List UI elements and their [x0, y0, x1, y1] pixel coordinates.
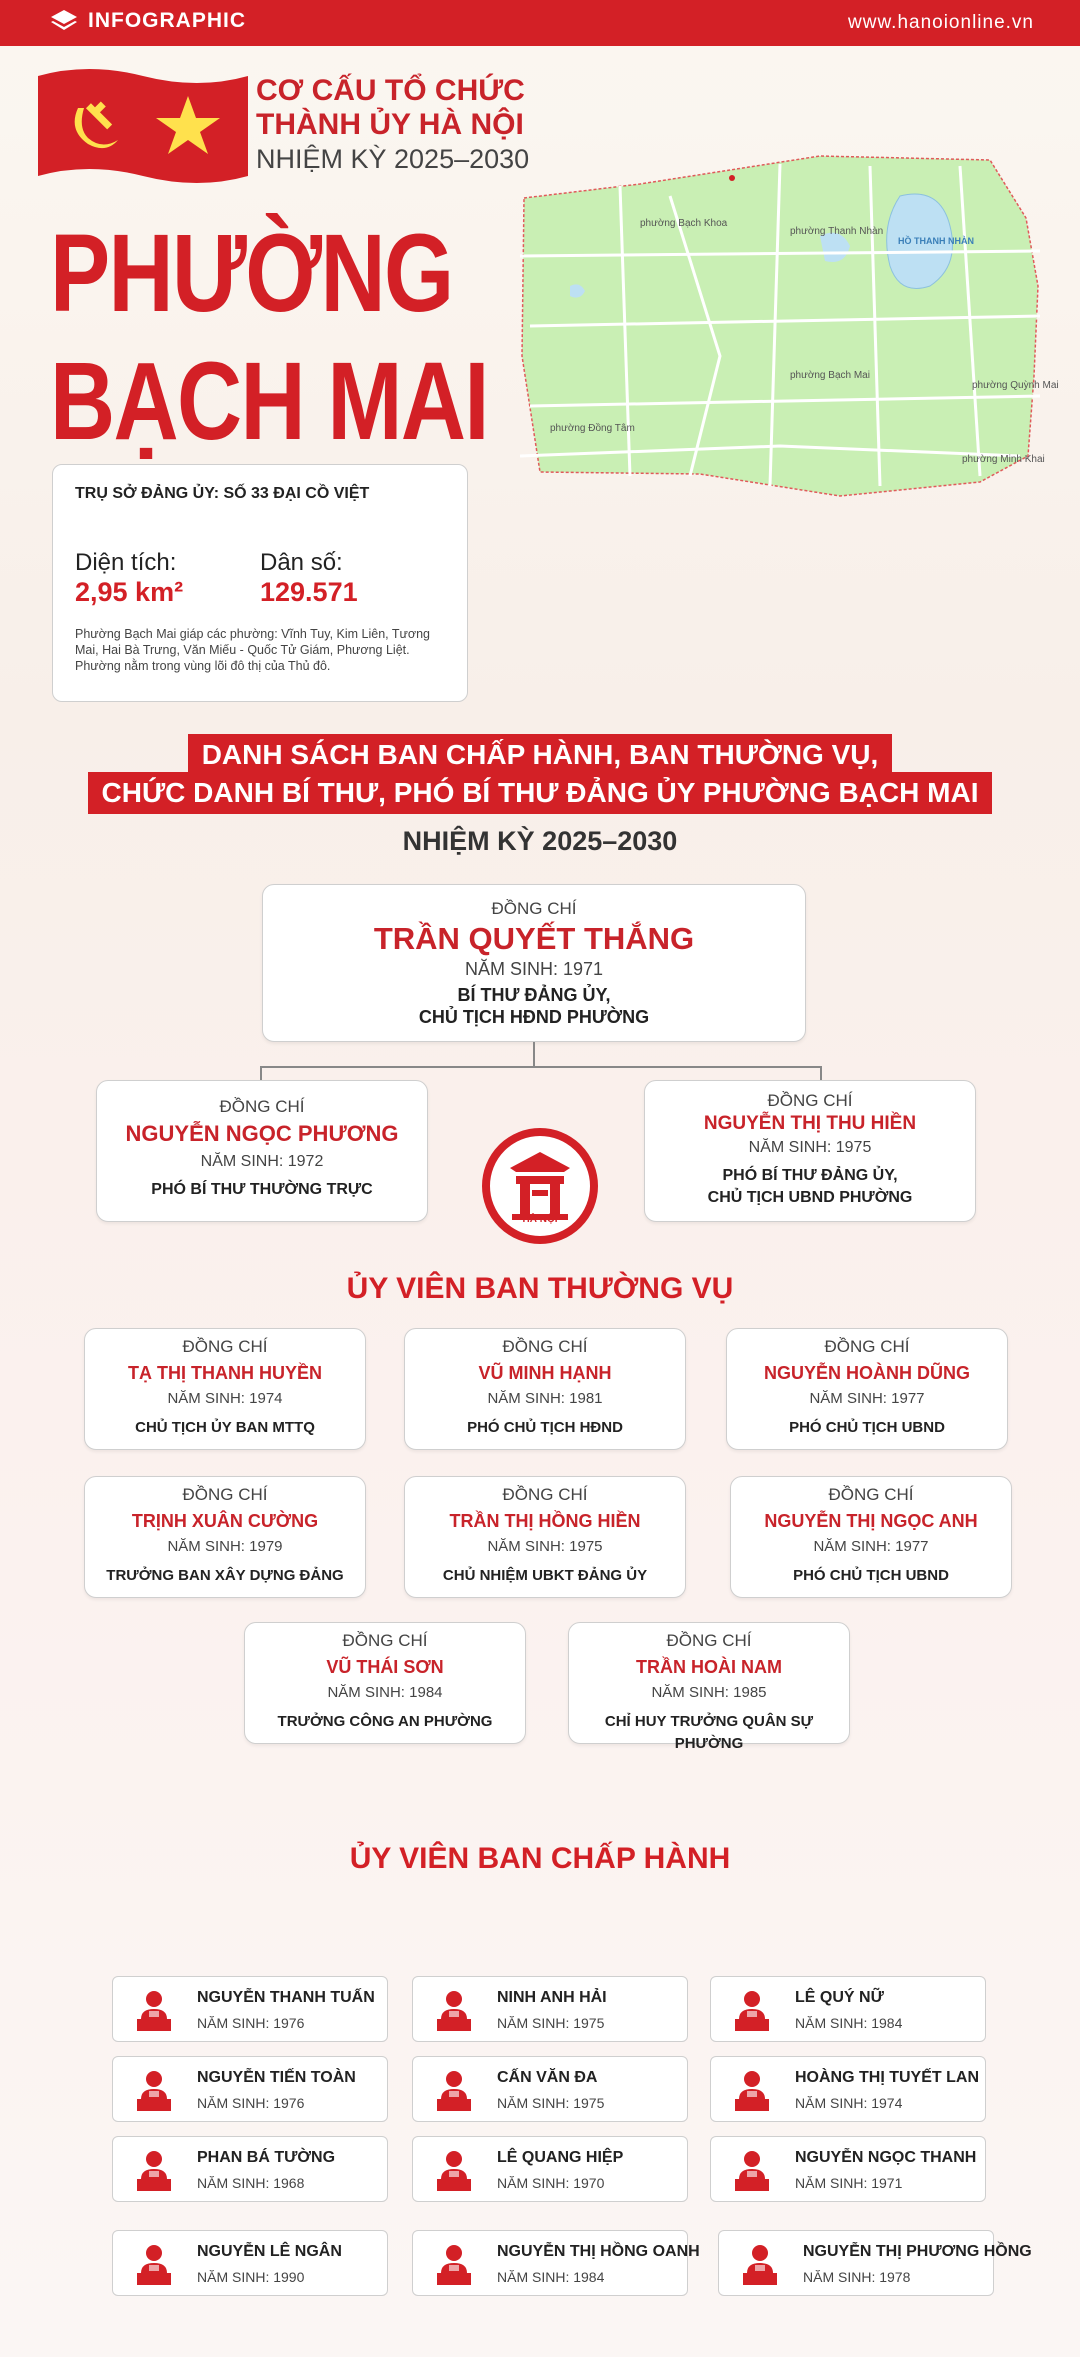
leader-name: TRẦN QUYẾT THẮNG: [373, 921, 695, 956]
standing-member-card: [568, 1622, 850, 1752]
member-role: PHÓ CHỦ TỊCH UBND: [789, 1419, 945, 1436]
member-year: NĂM SINH: 1978: [803, 2269, 911, 2285]
banner-line1-wrap: [0, 734, 1080, 776]
deputy1-card: [96, 1080, 428, 1222]
header-text: [256, 74, 529, 176]
deputy2-card: [644, 1080, 976, 1222]
member-year: NĂM SINH: 1985: [651, 1684, 767, 1701]
banner-line2-wrap: [0, 772, 1080, 814]
leader-role1: BÍ THƯ ĐẢNG ỦY,: [457, 985, 611, 1005]
exec-member-card: [718, 2230, 1032, 2296]
member-name: NGUYỄN THỊ HỒNG OANH: [497, 2243, 700, 2260]
person-podium-icon: [731, 2149, 773, 2193]
member-name: NGUYỄN HOÀNH DŨNG: [763, 1363, 970, 1383]
population-stat: [260, 549, 445, 608]
deputy1-year: NĂM SINH: 1972: [200, 1153, 324, 1170]
member-honorific: ĐỒNG CHÍ: [502, 1337, 588, 1356]
member-honorific: ĐỒNG CHÍ: [502, 1485, 588, 1504]
ward-title: [50, 210, 488, 466]
map-label-bach-mai: phường Bạch Mai: [790, 370, 870, 381]
connector: [533, 1042, 535, 1068]
member-name: TRỊNH XUÂN CƯỜNG: [131, 1511, 319, 1531]
member-year: NĂM SINH: 1971: [795, 2175, 903, 2191]
connector: [260, 1066, 822, 1068]
exec-member-card: [412, 1976, 688, 2042]
connector: [260, 1066, 262, 1080]
member-name: VŨ THÁI SƠN: [326, 1657, 444, 1677]
member-year: NĂM SINH: 1984: [795, 2015, 903, 2031]
exec-member-card: [710, 2136, 986, 2202]
layers-icon: [50, 9, 78, 33]
exec-member-card: [412, 2056, 688, 2122]
top-bar: [0, 0, 1080, 46]
member-name: TRẦN HOÀI NAM: [636, 1657, 782, 1677]
exec-member-card: [412, 2136, 688, 2202]
exec-title: ỦY VIÊN BAN CHẤP HÀNH: [349, 1842, 731, 1875]
ward-title-line1: PHƯỜNG: [50, 212, 453, 335]
member-year: NĂM SINH: 1975: [497, 2015, 605, 2031]
map-label-bach-khoa: phường Bạch Khoa: [640, 218, 728, 229]
member-role: PHÓ CHỦ TỊCH UBND: [793, 1567, 949, 1584]
member-role: CHỦ TỊCH ỦY BAN MTTQ: [135, 1419, 315, 1436]
member-year: NĂM SINH: 1984: [327, 1684, 443, 1701]
person-podium-icon: [133, 2243, 175, 2287]
member-role: PHÓ CHỦ TỊCH HĐND: [467, 1419, 623, 1436]
standing-member-card: [404, 1328, 686, 1450]
member-honorific: ĐỒNG CHÍ: [824, 1337, 910, 1356]
population-label: Dân số:: [260, 549, 343, 576]
person-podium-icon: [433, 2069, 475, 2113]
member-name: NGUYỄN THANH TUẤN: [197, 1989, 375, 2006]
exec-member-card: [112, 2230, 388, 2296]
site-url[interactable]: www.hanoionline.vn: [848, 12, 1034, 33]
deputy2-role2: CHỦ TỊCH UBND PHƯỜNG: [707, 1189, 913, 1206]
member-year: NĂM SINH: 1974: [167, 1390, 283, 1407]
member-name: LÊ QUÝ NỮ: [795, 1989, 884, 2006]
exec-member-card: [412, 2230, 700, 2296]
ward-description: Phường Bạch Mai giáp các phường: Vĩnh Tuy, Kim Liên, Tương Mai, Hai Bà Trưng, Văn Miếu - Quốc Tử Giám, Phương Liệt. Phường nằm trong vùng lõi đô thị của Thủ đô.: [75, 627, 430, 673]
header-line2: THÀNH ỦY HÀ NỘI: [256, 108, 524, 141]
member-year: NĂM SINH: 1974: [795, 2095, 903, 2111]
member-honorific: ĐỒNG CHÍ: [182, 1485, 268, 1504]
standing-member-card: [84, 1328, 366, 1450]
person-podium-icon: [133, 1989, 175, 2033]
leader-year: NĂM SINH: 1971: [464, 959, 604, 979]
member-name: PHAN BÁ TƯỜNG: [197, 2149, 336, 2166]
area-stat: [75, 549, 260, 608]
member-name: CẤN VĂN ĐA: [497, 2069, 598, 2086]
member-role: CHỈ HUY TRƯỞNG QUÂN SỰ PHƯỜNG: [604, 1713, 814, 1752]
member-honorific: ĐỒNG CHÍ: [666, 1631, 752, 1650]
connector: [820, 1066, 822, 1080]
exec-member-card: [112, 1976, 388, 2042]
info-card: [52, 464, 468, 702]
map-label-lake: HỒ THANH NHÀN: [898, 236, 974, 246]
person-podium-icon: [731, 1989, 773, 2033]
standing-member-card: [244, 1622, 526, 1744]
exec-member-card: [710, 2056, 986, 2122]
exec-member-card: [112, 2056, 388, 2122]
member-year: NĂM SINH: 1975: [497, 2095, 605, 2111]
member-role: CHỦ NHIỆM UBKT ĐẢNG ỦY: [442, 1567, 648, 1584]
member-year: NĂM SINH: 1968: [197, 2175, 305, 2191]
member-name: NGUYỄN THỊ NGỌC ANH: [764, 1511, 978, 1531]
member-name: TẠ THỊ THANH HUYỀN: [128, 1363, 322, 1383]
ward-title-line2: BẠCH MAI: [50, 340, 488, 463]
header-line3: NHIỆM KỲ 2025–2030: [256, 144, 530, 174]
ward-map: [520, 156, 1059, 496]
member-role: TRƯỞNG BAN XÂY DỰNG ĐẢNG: [106, 1567, 344, 1584]
member-role: TRƯỞNG CÔNG AN PHƯỜNG: [277, 1713, 493, 1730]
deputy1-name: NGUYỄN NGỌC PHƯƠNG: [125, 1121, 399, 1146]
person-podium-icon: [433, 2243, 475, 2287]
member-year: NĂM SINH: 1975: [487, 1538, 603, 1555]
person-podium-icon: [433, 1989, 475, 2033]
map-label-thanh-nhan: phường Thanh Nhàn: [790, 226, 884, 237]
standing-member-card: [84, 1476, 366, 1598]
member-honorific: ĐỒNG CHÍ: [182, 1337, 268, 1356]
member-year: NĂM SINH: 1977: [813, 1538, 929, 1555]
banner-line2: CHỨC DANH BÍ THƯ, PHÓ BÍ THƯ ĐẢNG ỦY PHƯỜNG BẠCH MAI: [88, 772, 993, 814]
map-label-quynh-mai: phường Quỳnh Mai: [972, 380, 1059, 391]
member-name: NINH ANH HẢI: [497, 1989, 607, 2006]
member-name: LÊ QUANG HIỆP: [497, 2149, 624, 2166]
leader-honorific: ĐỒNG CHÍ: [491, 899, 577, 918]
member-year: NĂM SINH: 1977: [809, 1390, 925, 1407]
person-podium-icon: [731, 2069, 773, 2113]
member-year: NĂM SINH: 1970: [497, 2175, 605, 2191]
member-honorific: ĐỒNG CHÍ: [828, 1485, 914, 1504]
person-podium-icon: [433, 2149, 475, 2193]
deputy2-honorific: ĐỒNG CHÍ: [767, 1091, 853, 1110]
flag-icon: [38, 66, 248, 186]
member-year: NĂM SINH: 1979: [167, 1538, 283, 1555]
term: NHIỆM KỲ 2025–2030: [402, 826, 678, 856]
member-year: NĂM SINH: 1981: [487, 1390, 603, 1407]
person-podium-icon: [133, 2149, 175, 2193]
member-name: NGUYỄN THỊ PHƯƠNG HỒNG: [803, 2243, 1032, 2260]
member-name: VŨ MINH HẠNH: [478, 1363, 612, 1383]
exec-member-card: [112, 2136, 388, 2202]
banner-line1: DANH SÁCH BAN CHẤP HÀNH, BAN THƯỜNG VỤ,: [188, 734, 893, 776]
member-name: NGUYỄN NGỌC THANH: [795, 2149, 977, 2166]
brand: [50, 9, 246, 33]
deputy2-year: NĂM SINH: 1975: [748, 1139, 872, 1156]
deputy2-role1: PHÓ BÍ THƯ ĐẢNG ỦY,: [722, 1167, 898, 1184]
hanoi-emblem-icon: [482, 1128, 598, 1244]
standing-title: ỦY VIÊN BAN THƯỜNG VỤ: [346, 1272, 734, 1305]
person-podium-icon: [739, 2243, 781, 2287]
standing-member-card: [730, 1476, 1012, 1598]
deputy1-role: PHÓ BÍ THƯ THƯỜNG TRỰC: [151, 1181, 373, 1198]
population-value: 129.571: [260, 577, 358, 607]
member-honorific: ĐỒNG CHÍ: [342, 1631, 428, 1650]
map-label-minh-khai: phường Minh Khai: [962, 454, 1045, 465]
deputy1-honorific: ĐỒNG CHÍ: [219, 1097, 305, 1116]
headquarters: TRỤ SỞ ĐẢNG ỦY: SỐ 33 ĐẠI CỒ VIỆT: [75, 485, 370, 502]
member-year: NĂM SINH: 1990: [197, 2269, 305, 2285]
standing-member-card: [404, 1476, 686, 1598]
emblem-label: HÀ NỘI: [522, 1214, 558, 1225]
member-name: NGUYỄN LÊ NGÂN: [197, 2243, 342, 2260]
area-value: 2,95 km²: [75, 577, 184, 607]
member-year: NĂM SINH: 1976: [197, 2095, 305, 2111]
leader-card: [262, 884, 806, 1042]
leader-role2: CHỦ TỊCH HĐND PHƯỜNG: [418, 1007, 650, 1027]
member-name: NGUYỄN TIẾN TOÀN: [197, 2069, 356, 2086]
standing-member-card: [726, 1328, 1008, 1450]
brand-label: INFOGRAPHIC: [88, 9, 246, 32]
deputy2-name: NGUYỄN THỊ THU HIỀN: [703, 1113, 917, 1134]
member-name: TRẦN THỊ HỒNG HIỀN: [449, 1511, 641, 1531]
exec-member-card: [710, 1976, 986, 2042]
member-name: HOÀNG THỊ TUYẾT LAN: [795, 2069, 979, 2086]
member-year: NĂM SINH: 1976: [197, 2015, 305, 2031]
header-line1: CƠ CẤU TỔ CHỨC: [256, 74, 525, 107]
person-podium-icon: [133, 2069, 175, 2113]
member-year: NĂM SINH: 1984: [497, 2269, 605, 2285]
area-label: Diện tích:: [75, 549, 177, 576]
map-label-dong-tam: phường Đồng Tâm: [550, 423, 635, 434]
